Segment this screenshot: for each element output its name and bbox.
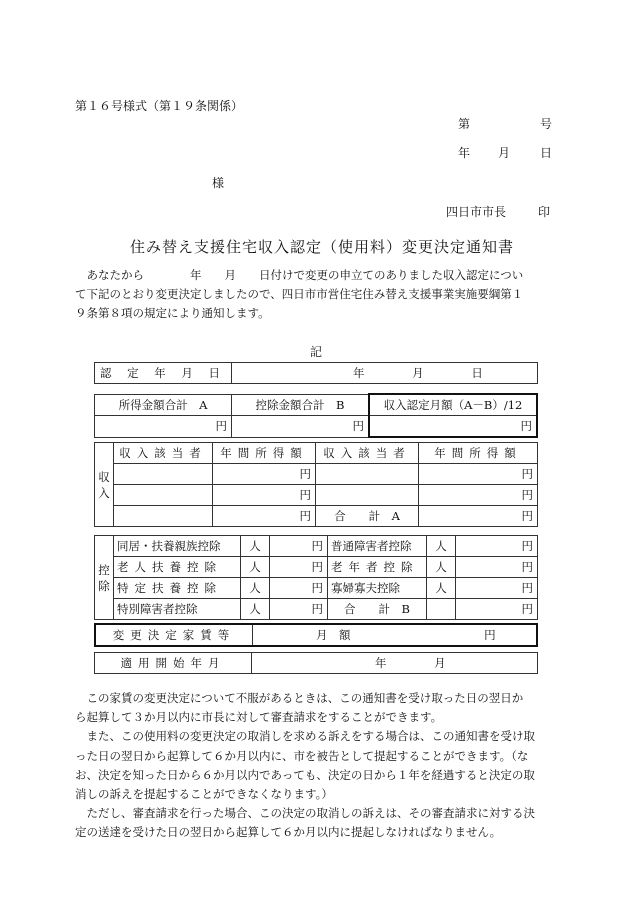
intro-text xyxy=(75,266,545,323)
notice-line: この家賃の変更決定について不服があるときは、この通知書を受け取った日の翌日か xyxy=(86,691,524,705)
notice-line: ら起算して３か月以内に市長に対して審査請求をすることができます。 xyxy=(75,710,443,725)
deduction-persons: 人 xyxy=(427,557,456,578)
start-month-table xyxy=(94,652,538,674)
deduction-total-b-persons xyxy=(427,599,456,620)
deduction-table xyxy=(94,535,538,620)
income-total-value: 円 xyxy=(95,416,232,438)
income-total-header: 所得金額合計 A xyxy=(95,394,232,416)
deduction-name: 普通障害者控除 xyxy=(328,536,427,557)
certification-date-table xyxy=(94,362,538,384)
deduction-name: 特別障害者控除 xyxy=(114,599,241,620)
notice-line: 定の送達を受けた日の翌日から起算して６か月以内に提起しなければなりません。 xyxy=(75,825,502,840)
annual-income-header: 年間所得額 xyxy=(213,443,316,464)
rent-value: 月 額 円 xyxy=(253,624,538,646)
addressee-sama: 様 xyxy=(212,176,225,190)
issuer: 四日市市長 xyxy=(446,205,507,219)
income-person-header: 収入該当者 xyxy=(114,443,213,464)
income-side-label: 収入 xyxy=(95,443,114,527)
intro-line: て下記のとおり変更決定しましたので、四日市市営住宅住み替え支援事業実施要綱第１ xyxy=(75,287,524,301)
notice-line: った日の翌日から起算して６か月以内に、市を被告として提起することができます。（な xyxy=(75,748,529,763)
deduction-name: 特定扶養控除 xyxy=(114,578,241,599)
income-person-header: 収入該当者 xyxy=(316,443,419,464)
rent-label: 変更決定家賃等 xyxy=(95,624,253,646)
notice-line: 消しの訴えを提起することができなくなります。） xyxy=(75,787,333,802)
rent-table xyxy=(94,623,538,647)
deduction-persons: 人 xyxy=(427,536,456,557)
deduction-name: 老年者控除 xyxy=(328,557,427,578)
annual-income-cell: 円 xyxy=(419,485,538,506)
income-total-a-value: 円 xyxy=(419,506,538,527)
start-month-value: 年 月 xyxy=(252,653,538,674)
income-person-cell xyxy=(316,485,419,506)
deduction-name: 老人扶養控除 xyxy=(114,557,241,578)
intro-line: あなたから 年 月 日付けで変更の申立てのありました収入認定につい xyxy=(86,268,524,282)
date-month: 月 xyxy=(498,146,511,160)
deduction-name: 寡婦寡夫控除 xyxy=(328,578,427,599)
cert-date-value: 年 月 日 xyxy=(232,363,538,384)
annual-income-cell: 円 xyxy=(213,506,316,527)
deduction-persons: 人 xyxy=(241,557,270,578)
deduction-persons: 人 xyxy=(241,599,270,620)
deduction-amount: 円 xyxy=(270,578,328,599)
annual-income-cell: 円 xyxy=(213,485,316,506)
deduction-side-label: 控除 xyxy=(95,536,114,620)
income-person-cell xyxy=(114,464,213,485)
seal-mark: 印 xyxy=(538,205,551,219)
deduction-amount: 円 xyxy=(456,536,538,557)
notice-line: また、この使用料の変更決定の取消しを求める訴えをする場合は、この通知書を受け取 xyxy=(86,729,535,744)
monthly-income-value: 円 xyxy=(369,416,537,438)
deduction-amount: 円 xyxy=(456,578,538,599)
ki-mark: 記 xyxy=(310,345,323,359)
income-summary-table xyxy=(94,393,538,438)
deduction-amount: 円 xyxy=(456,557,538,578)
notice-line: ただし、審査請求を行った場合、この決定の取消しの訴えは、その審査請求に対する決 xyxy=(86,806,535,821)
deduction-persons: 人 xyxy=(241,536,270,557)
form-number: 第１６号様式（第１９条関係） xyxy=(75,99,244,113)
deduction-total-value: 円 xyxy=(232,416,370,438)
document-title: 住み替え支援住宅収入認定（使用料）変更決定通知書 xyxy=(130,238,515,256)
annual-income-cell: 円 xyxy=(213,464,316,485)
income-total-a-label: 合 計 A xyxy=(316,506,419,527)
date-year: 年 xyxy=(458,146,471,160)
number-label-go: 号 xyxy=(540,117,553,131)
annual-income-cell: 円 xyxy=(419,464,538,485)
deduction-total-b-label: 合 計 B xyxy=(328,599,427,620)
monthly-income-header: 収入認定月額（A－B）/12 xyxy=(369,394,537,416)
deduction-persons: 人 xyxy=(241,578,270,599)
income-persons-table xyxy=(94,442,538,527)
start-month-label: 適用開始年月 xyxy=(95,653,252,674)
notice-line: お、決定を知った日から６か月以内であっても、決定の日から１年を経過すると決定の取 xyxy=(75,767,535,782)
income-person-cell xyxy=(114,485,213,506)
deduction-amount: 円 xyxy=(270,536,328,557)
cert-date-label: 認 定 年 月 日 xyxy=(95,363,232,384)
deduction-amount: 円 xyxy=(270,599,328,620)
deduction-total-b-value: 円 xyxy=(456,599,538,620)
deduction-persons: 人 xyxy=(427,578,456,599)
number-label-dai: 第 xyxy=(458,117,471,131)
income-person-cell xyxy=(316,464,419,485)
deduction-name: 同居・扶養親族控除 xyxy=(114,536,241,557)
annual-income-header: 年間所得額 xyxy=(419,443,538,464)
appeal-notice xyxy=(75,689,545,843)
intro-line: ９条第８項の規定により通知します。 xyxy=(75,306,270,320)
deduction-total-header: 控除金額合計 B xyxy=(232,394,370,416)
income-person-cell xyxy=(114,506,213,527)
deduction-amount: 円 xyxy=(270,557,328,578)
date-day: 日 xyxy=(540,146,553,160)
